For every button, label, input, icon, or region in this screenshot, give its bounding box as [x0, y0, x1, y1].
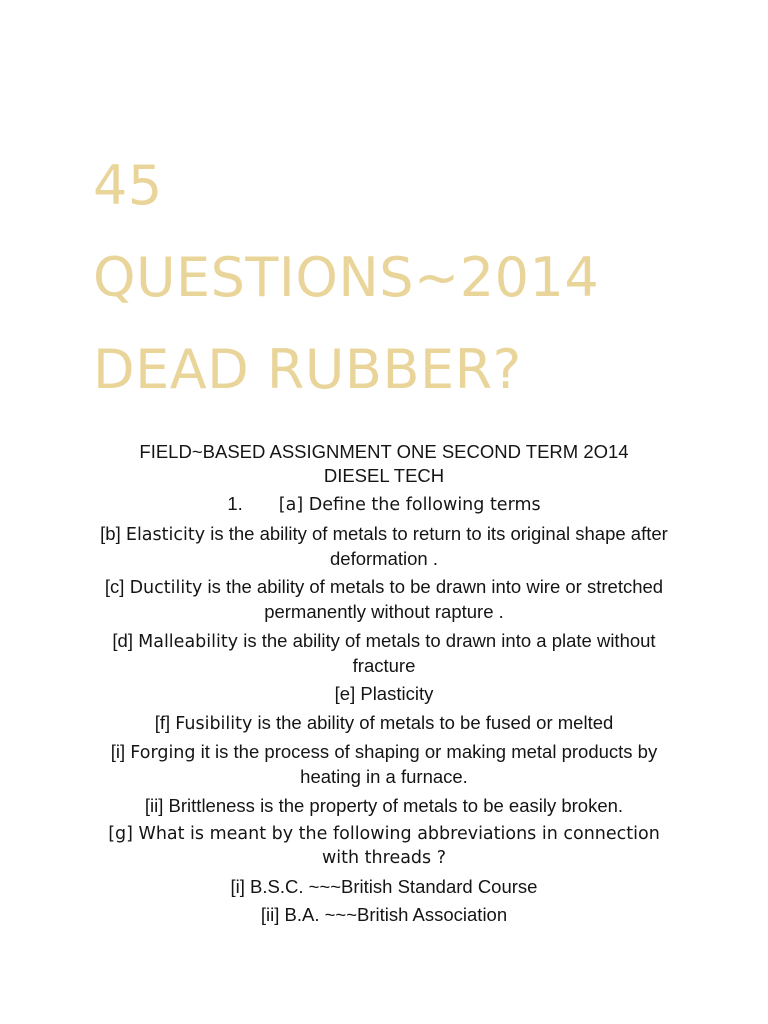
document-title — [93, 140, 733, 416]
definition-f — [95, 711, 673, 736]
definition-ii: [ii] Brittleness is the property of metals to be easily broken. — [144, 794, 624, 816]
term-elasticity: Elasticity — [125, 524, 206, 545]
question-1 — [95, 492, 673, 517]
document-body — [95, 440, 673, 932]
definition-text: it is the process of shaping or making metal products by heating in a furnace. — [195, 741, 658, 787]
question-g: [g] What is meant by the following abbreviations in connection with threads ? — [108, 824, 660, 868]
definition-text: is the ability of metals to return to its original shape after deformation . — [205, 522, 668, 569]
term-ductility: Ductility — [129, 578, 203, 598]
definition-d — [95, 629, 673, 678]
definition-i — [95, 740, 673, 789]
abbreviation-i: [i] B.S.C. ~~~British Standard Course — [230, 875, 538, 897]
definition-c — [95, 575, 673, 624]
heading-line-1: FIELD~BASED ASSIGNMENT ONE SECOND TERM 2O14 — [139, 441, 629, 462]
term-forging: Forging — [130, 743, 196, 763]
item-label: [d] — [112, 629, 139, 651]
abbreviation-ii: [ii] B.A. ~~~British Association — [260, 904, 508, 925]
definition-b — [95, 522, 673, 571]
definition-text: is the ability of metals to be fused or melted — [252, 711, 614, 733]
question-1a: [a] Define the following terms — [278, 495, 541, 515]
question-number: 1. — [227, 493, 243, 514]
title-line-2: QUESTIONS~2014 — [93, 246, 600, 309]
heading-line-2: DIESEL TECH — [323, 465, 445, 486]
assignment-heading — [95, 440, 673, 488]
item-label: [i] — [110, 741, 131, 762]
definition-e: [e] Plasticity — [334, 683, 434, 704]
item-label: [b] — [100, 522, 126, 544]
term-fusibility: Fusibility — [175, 713, 253, 734]
item-label: [c] — [104, 576, 130, 597]
title-line-3: DEAD RUBBER? — [93, 338, 522, 401]
term-malleability: Malleability — [138, 631, 239, 652]
definition-text: is the ability of metals to drawn into a plate without fracture — [238, 629, 656, 676]
title-line-1: 45 — [93, 154, 163, 217]
definition-text: is the ability of metals to be drawn into wire or stretched permanently without rapture . — [202, 576, 664, 622]
item-label: [f] — [154, 711, 176, 733]
